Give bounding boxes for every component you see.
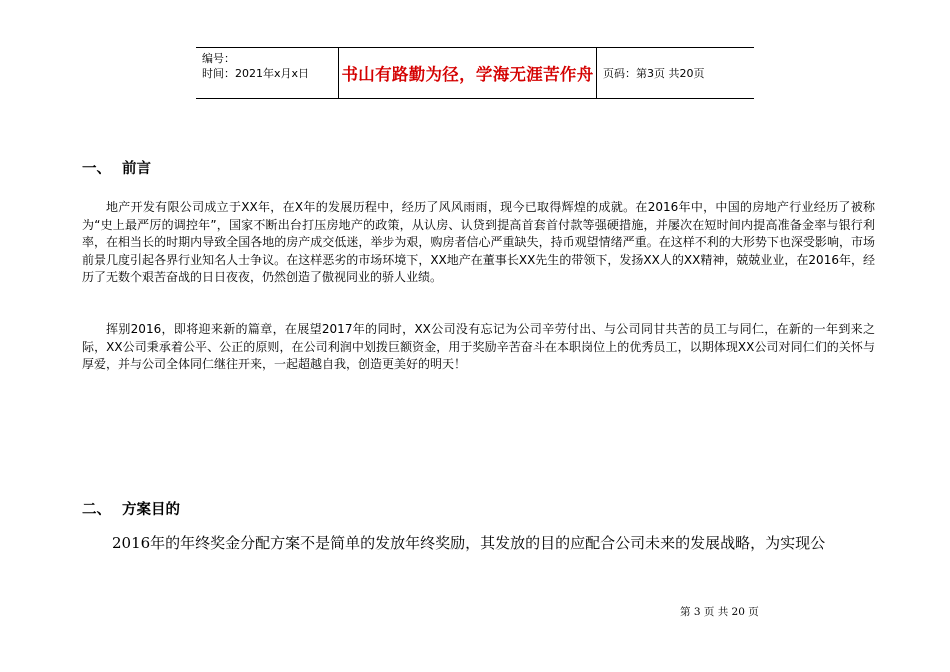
paragraph: 2016年的年终奖金分配方案不是简单的发放年终奖励，其发放的目的应配合公司未来的发展战略，为实现公 — [112, 534, 826, 552]
paragraph: 挥别2016，即将迎来新的篇章，在展望2017年的同时，XX公司没有忘记为公司辛劳付出、与公司同甘共苦的员工与同仁，在新的一年到来之际，XX公司秉承着公平、公正的原则，在公司利润中划拨巨额资金，用于奖励辛苦奋斗在本职岗位上的优秀员工，以期体现XX公司对同仁们的关怀与厚爱，并与公司全体同仁继往开来，一起超越自我，创造更美好的明天！ — [82, 322, 875, 372]
page-footer: 第 3 页 共 20 页 — [680, 606, 759, 618]
section-number: 一、 — [82, 161, 111, 177]
section-heading-purpose — [82, 498, 180, 519]
section-heading-preface — [82, 157, 151, 178]
paragraph: 地产开发有限公司成立于XX年，在X年的发展历程中，经历了风风雨雨，现今已取得辉煌的成就。在2016年中，中国的房地产行业经历了被称为“史上最严厉的调控年”，国家不断出台打压房地产的政策，从认房、认贷到提高首套首付款等强硬措施，并屡次在短时间内提高准备金率与银行利率，在相当长的时期内导致全国各地的房产成交低迷，举步为艰，购房者信心严重缺失，持币观望情绪严重。在这样不利的大形势下也深受影响，市场前景几度引起各界行业知名人士争议。在这样恶劣的市场环境下，XX地产在董事长XX先生的带领下，发扬XX人的XX精神，兢兢业业，在2016年，经历了无数个艰苦奋战的日日夜夜，仍然创造了傲视同业的骄人业绩。 — [82, 200, 875, 285]
header-page-code: 页码：第3页 共20页 — [603, 67, 705, 80]
section-title: 前言 — [122, 161, 151, 177]
header-time-label: 时间：2021年x月x日 — [202, 67, 310, 80]
header-number-label: 编号： — [202, 52, 235, 65]
section-number: 二、 — [82, 502, 111, 518]
header-motto: 书山有路勤为径，学海无涯苦作舟 — [339, 48, 597, 98]
page-header — [196, 47, 754, 99]
header-meta — [196, 48, 339, 98]
section-title: 方案目的 — [122, 502, 180, 518]
